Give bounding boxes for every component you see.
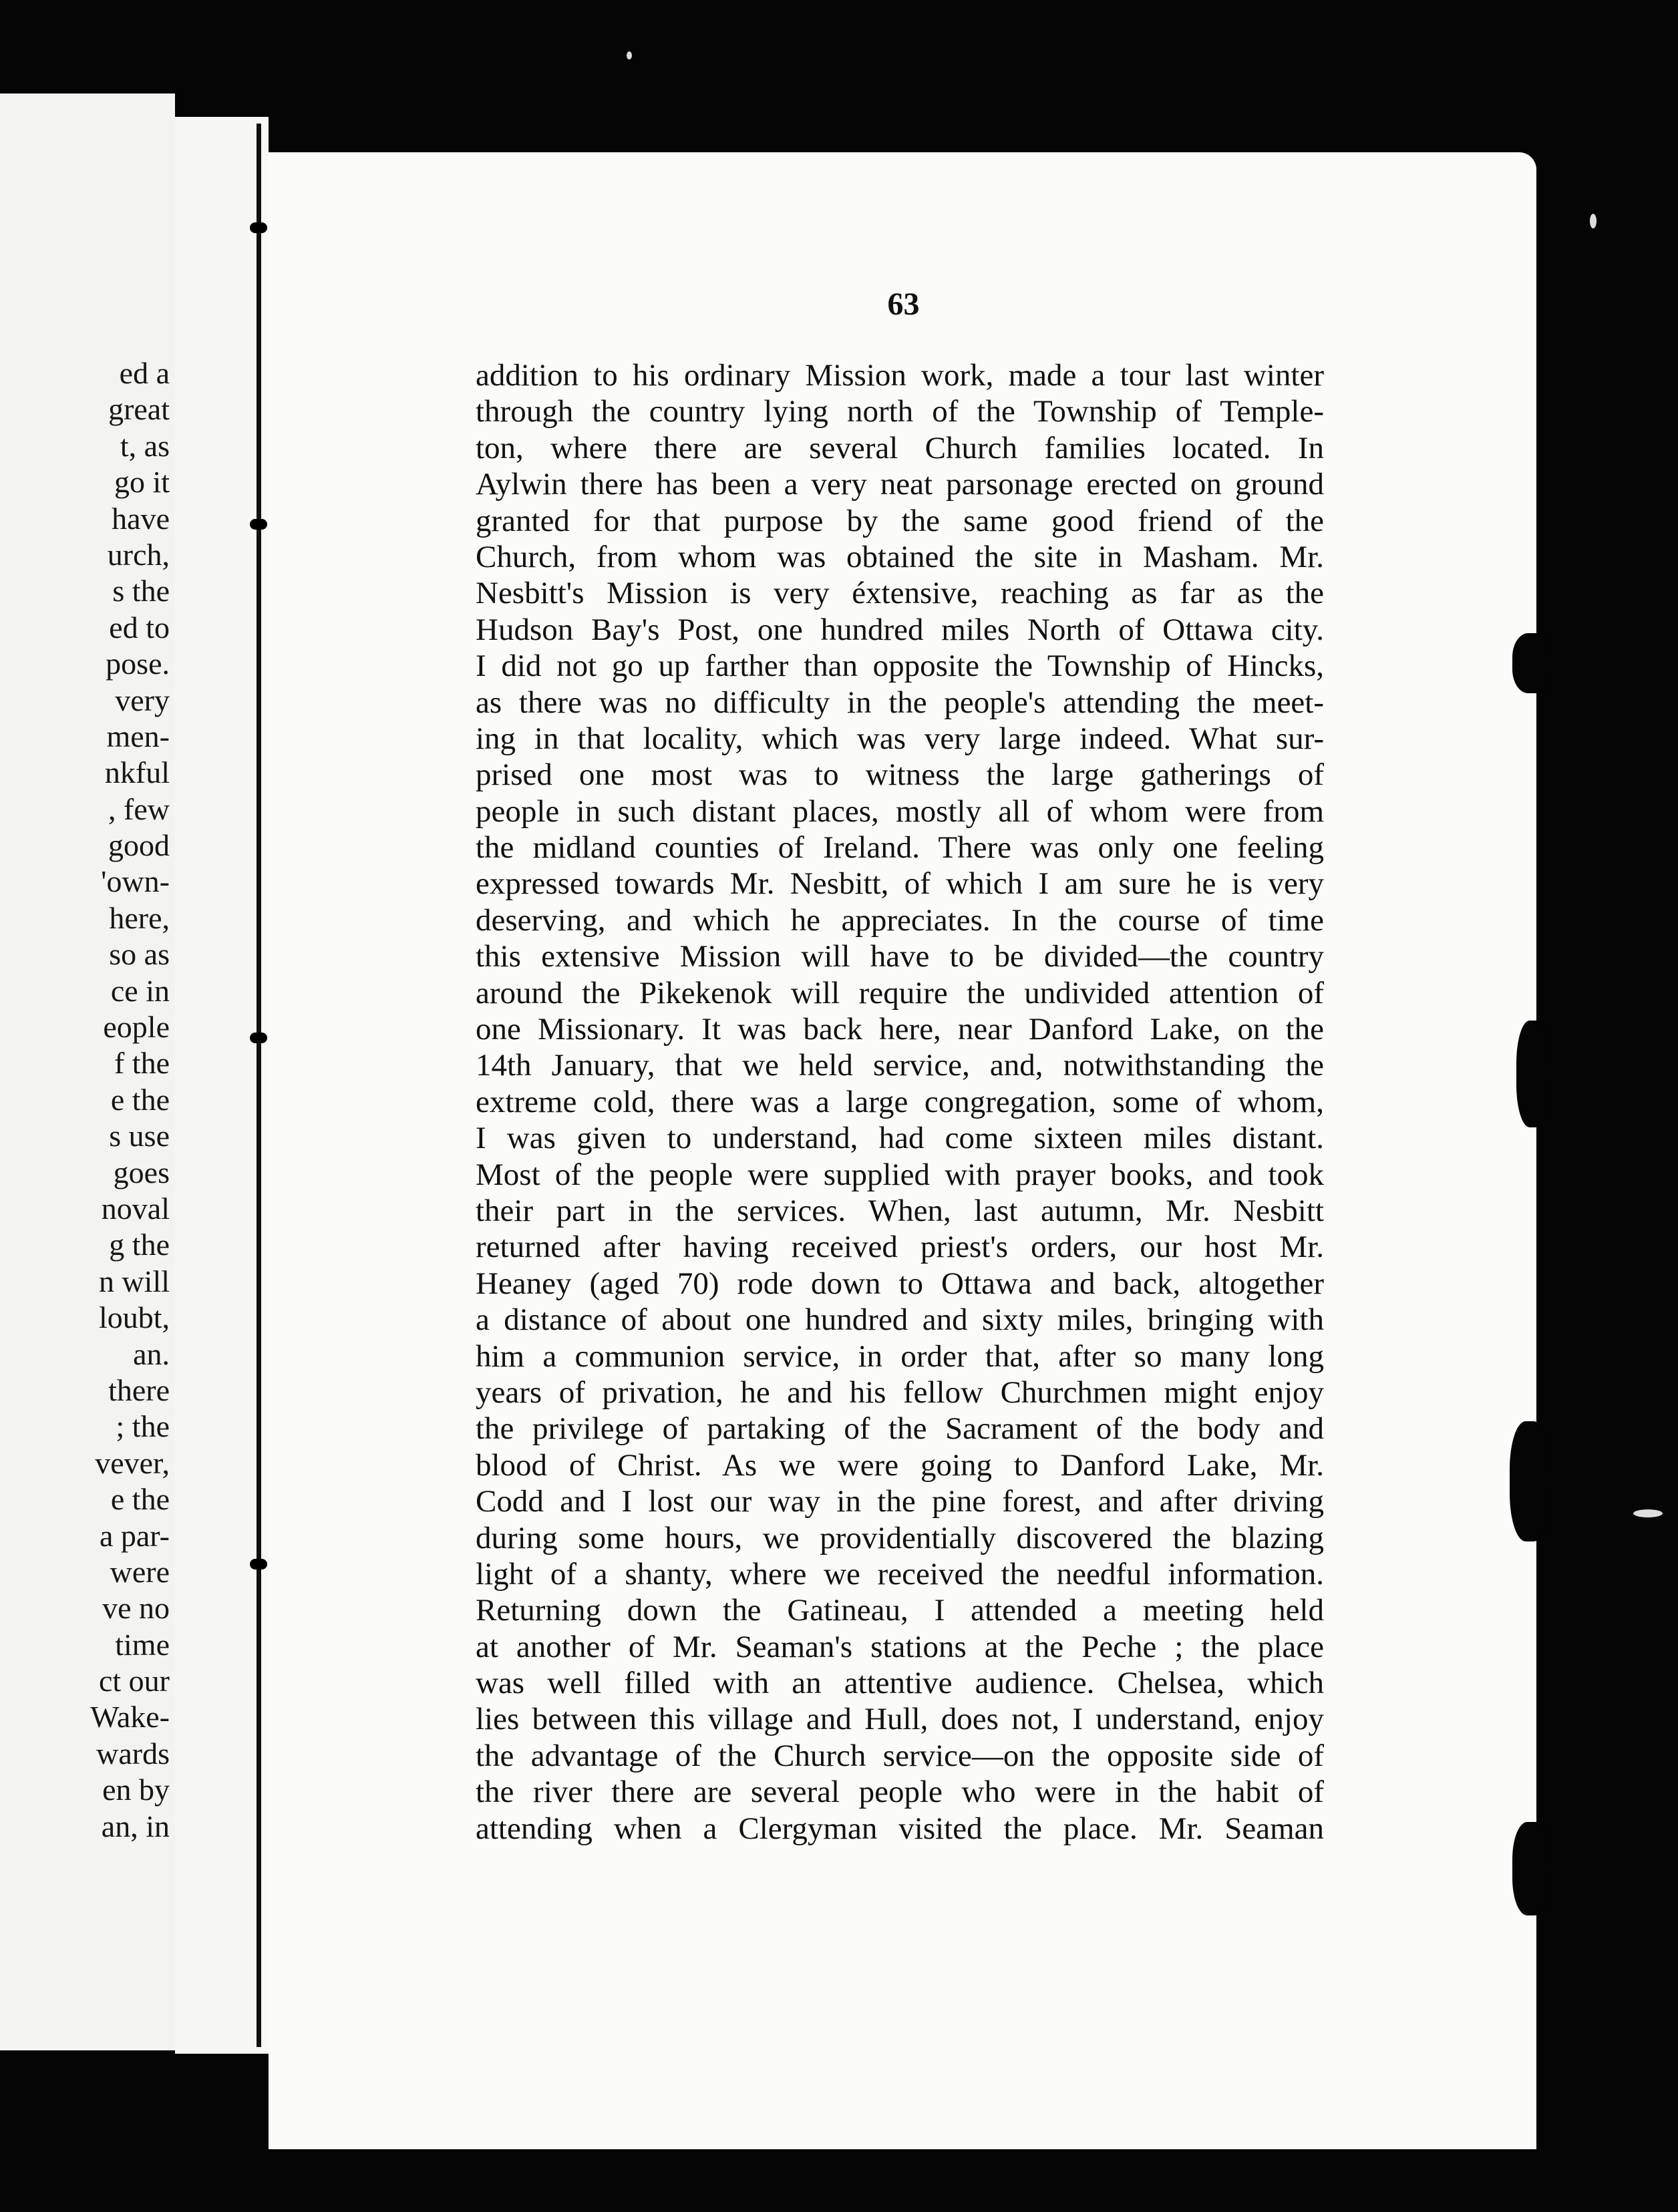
text-line: extreme cold, there was a large congregation, some of whom, — [476, 1084, 1324, 1119]
left-page-line-fragment: wards — [96, 1736, 170, 1771]
text-line: expressed towards Mr. Nesbitt, of which I am sure he is very — [476, 866, 1324, 902]
left-page-line-fragment: ed to — [109, 610, 170, 644]
page-body-text — [476, 357, 1324, 1847]
text-line: through the country lying north of the Township of Temple- — [476, 394, 1324, 429]
text-line: returned after having received priest's orders, our host Mr. — [476, 1230, 1324, 1265]
text-line: Most of the people were supplied with prayer books, and took — [476, 1157, 1324, 1192]
text-line: I did not go up farther than opposite the Township of Hincks, — [476, 649, 1324, 684]
text-line: people in such distant places, mostly all of whom were from — [476, 793, 1324, 829]
text-line: 14th January, that we held service, and, notwithstanding the — [476, 1048, 1324, 1083]
text-line: prised one most was to witness the large gatherings of — [476, 757, 1324, 793]
page-edge-tear — [1512, 1822, 1550, 1915]
left-page-line-fragment: noval — [101, 1191, 170, 1226]
left-page-line-fragment: Wake- — [90, 1700, 170, 1734]
left-page-line-fragment: goes — [113, 1155, 170, 1189]
left-page-line-fragment: very — [115, 683, 170, 717]
scan-speck — [627, 51, 632, 59]
left-page-line-fragment: time — [115, 1627, 170, 1662]
text-line: years of privation, he and his fellow Churchmen might enjoy — [476, 1374, 1324, 1410]
left-page-line-fragment: an, in — [101, 1809, 170, 1843]
text-line: light of a shanty, where we received the needful information. — [476, 1556, 1324, 1592]
text-line: around the Pikekenok will require the undivided attention of — [476, 975, 1324, 1010]
left-page-line-fragment: s use — [109, 1119, 170, 1153]
page-number: 63 — [887, 287, 920, 322]
left-page-line-fragment: good — [108, 828, 170, 863]
left-page-line-fragment: men- — [106, 719, 170, 753]
text-line: the midland counties of Ireland. There was only one feeling — [476, 830, 1324, 866]
text-line: blood of Christ. As we were going to Danford Lake, Mr. — [476, 1447, 1324, 1483]
left-page-line-fragment: ed a — [119, 356, 170, 390]
text-line: lies between this village and Hull, does not, I understand, enjoy — [476, 1702, 1324, 1737]
left-page-line-fragment: here, — [109, 900, 170, 935]
text-line: ing in that locality, which was very large indeed. What sur- — [476, 721, 1324, 756]
text-line: Heaney (aged 70) rode down to Ottawa and back, altogether — [476, 1266, 1324, 1301]
left-page-line-fragment: en by — [102, 1773, 170, 1807]
left-page-line-fragment: ct our — [98, 1664, 170, 1698]
left-page-line-fragment: ; the — [116, 1409, 170, 1444]
left-page-line-fragment: eople — [103, 1010, 170, 1045]
text-line: granted for that purpose by the same good friend of the — [476, 503, 1324, 538]
left-page-line-fragment: e the — [110, 1082, 170, 1117]
left-page-line-fragment: were — [110, 1554, 170, 1589]
left-page-line-fragment: s the — [112, 574, 170, 608]
text-line: Hudson Bay's Post, one hundred miles North of Ottawa city. — [476, 612, 1324, 647]
text-line: I was given to understand, had come sixteen miles distant. — [476, 1121, 1324, 1156]
left-page-line-fragment: nkful — [104, 755, 170, 790]
binding-stitch — [250, 519, 267, 530]
text-line: Church, from whom was obtained the site in Masham. Mr. — [476, 539, 1324, 574]
binding-stitch — [250, 222, 267, 233]
text-line: attending when a Clergyman visited the place. Mr. Seaman — [476, 1811, 1324, 1846]
left-page-line-fragment: there — [108, 1372, 170, 1407]
left-page-line-fragment: , few — [108, 791, 170, 826]
left-page-line-fragment: so as — [109, 937, 170, 972]
left-page-line-fragment: great — [108, 392, 170, 427]
text-line: the river there are several people who were in the habit of — [476, 1775, 1324, 1810]
left-page-line-fragment: pose. — [106, 647, 170, 681]
left-page-line-fragment: f the — [114, 1046, 170, 1081]
left-page-text-column — [9, 355, 170, 1845]
page-edge-tear — [1516, 1021, 1550, 1127]
text-line: Aylwin there has been a very neat parsonage erected on ground — [476, 467, 1324, 502]
left-page-line-fragment: an. — [133, 1336, 170, 1371]
left-page-line-fragment: have — [112, 501, 170, 536]
text-line: this extensive Mission will have to be divided—the country — [476, 939, 1324, 974]
text-line: Returning down the Gatineau, I attended a meeting held — [476, 1593, 1324, 1628]
left-page-line-fragment: n will — [98, 1264, 170, 1298]
text-line: addition to his ordinary Mission work, made a tour last winter — [476, 358, 1324, 393]
left-page-line-fragment: vever, — [95, 1445, 170, 1480]
left-page-line-fragment: a par- — [99, 1518, 170, 1553]
left-page-line-fragment: loubt, — [98, 1300, 170, 1335]
text-line: the advantage of the Church service—on the opposite side of — [476, 1738, 1324, 1773]
text-line: Codd and I lost our way in the pine forest, and after driving — [476, 1484, 1324, 1519]
left-page-line-fragment: e the — [110, 1482, 170, 1517]
left-facing-page — [0, 94, 175, 2050]
page-edge-tear — [1512, 633, 1552, 693]
binding-stitch — [250, 1033, 267, 1043]
text-line: their part in the services. When, last autumn, Mr. Nesbitt — [476, 1193, 1324, 1228]
text-line: one Missionary. It was back here, near Danford Lake, on the — [476, 1012, 1324, 1047]
left-page-line-fragment: t, as — [120, 428, 170, 463]
scan-speck — [1590, 214, 1597, 228]
text-line: the privilege of partaking of the Sacrament of the body and — [476, 1411, 1324, 1447]
page-edge-tear — [1510, 1421, 1550, 1541]
text-line: deserving, and which he appreciates. In the course of time — [476, 902, 1324, 938]
text-line: ton, where there are several Church families located. In — [476, 430, 1324, 466]
scan-speck — [1633, 1509, 1663, 1517]
left-page-line-fragment: ve no — [102, 1591, 170, 1626]
left-page-line-fragment: g the — [109, 1228, 170, 1262]
text-line: a distance of about one hundred and sixty miles, bringing with — [476, 1302, 1324, 1338]
text-line: him a communion service, in order that, after so many long — [476, 1338, 1324, 1374]
left-page-line-fragment: go it — [114, 465, 170, 500]
text-line: Nesbitt's Mission is very éxtensive, reaching as far as the — [476, 576, 1324, 611]
text-line: at another of Mr. Seaman's stations at the Peche ; the place — [476, 1629, 1324, 1664]
left-page-line-fragment: 'own- — [101, 864, 170, 899]
text-line: during some hours, we providentially discovered the blazing — [476, 1520, 1324, 1555]
left-page-line-fragment: ce in — [110, 973, 170, 1008]
binding-gutter — [175, 117, 269, 2054]
binding-stitch — [250, 1559, 267, 1570]
text-line: was well filled with an attentive audience. Chelsea, which — [476, 1666, 1324, 1701]
book-spine-line — [257, 124, 261, 2047]
left-page-line-fragment: urch, — [107, 537, 170, 572]
text-line: as there was no difficulty in the people's attending the meet- — [476, 685, 1324, 720]
